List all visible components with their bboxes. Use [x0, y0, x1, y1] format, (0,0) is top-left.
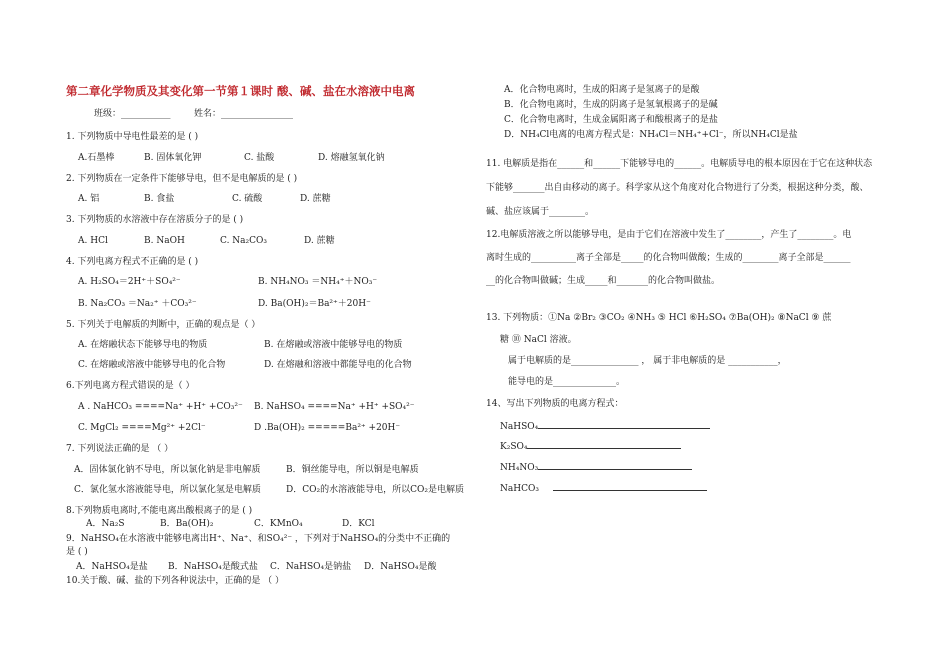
q9-option-a: A．NaHSO₄是盐 — [76, 562, 148, 572]
q8-option-d: D．KCl — [342, 519, 375, 529]
q7-option-d: D．CO₂的水溶液能导电，所以CO₂是电解质 — [286, 485, 464, 495]
formula-nahso4: NaHSO₄ — [500, 422, 539, 432]
q6-option-c: C. MgCl₂ ====Mg²⁺ +2Cl⁻ — [78, 423, 206, 433]
formula-nh4no3: NH₄NO₃ — [500, 463, 539, 473]
q5-option-a: A. 在熔融状态下能够导电的物质 — [78, 340, 208, 350]
equation-row-nahso4 — [500, 419, 710, 433]
page-title: 第二章化学物质及其变化第一节第１课时 酸、碱、盐在水溶液中电离 — [66, 84, 415, 98]
question-11-line-3: 碱、盐应该属于________。 — [486, 207, 595, 217]
question-13-line-4: 能导电的是______________。 — [508, 377, 626, 387]
question-13-line-3: 属于电解质的是_______________ ， 属于非电解质的是 ___________， — [508, 356, 787, 366]
answer-line-k2so4[interactable] — [527, 439, 681, 449]
question-2: 2. 下列物质在一定条件下能够导电，但不是电解质的是 ( ) — [66, 174, 298, 184]
q5-option-b: B. 在熔融或溶液中能够导电的物质 — [264, 340, 403, 350]
q7-option-c: C．氯化氢水溶液能导电，所以氯化氢是电解质 — [74, 485, 261, 495]
q10-option-a: A．化合物电离时，生成的阳离子是氢离子的是酸 — [504, 85, 700, 95]
formula-k2so4: K₂SO₄ — [500, 442, 528, 452]
question-9-line-1: 9．NaHSO₄在水溶液中能够电离出H⁺、Na⁺、和SO₄²⁻ ，下列对于NaHSO₄的分类中不正确的 — [66, 534, 451, 544]
question-12-line-1: 12.电解质溶液之所以能够导电，是由于它们在溶液中发生了________，产生了________。电 — [486, 230, 852, 240]
question-12-line-3: __的化合物叫做碱；生成_____和_______的化合物叫做盐。 — [486, 276, 721, 286]
answer-line-nahso4[interactable] — [538, 419, 710, 429]
question-4: 4. 下列电离方程式不正确的是 ( ) — [66, 257, 199, 267]
question-7: 7. 下列说法正确的是 （ ） — [66, 444, 174, 454]
q10-option-c: C．化合物电离时，生成金属阳离子和酸根离子的是盐 — [504, 115, 718, 125]
q2-option-c: C. 硫酸 — [232, 194, 263, 204]
q2-option-d: D. 蔗糖 — [300, 194, 331, 204]
q6-option-b: B. NaHSO₄ ====Na⁺ +H⁺ +SO₄²⁻ — [254, 402, 415, 412]
formula-nahco3: NaHCO₃ — [500, 484, 539, 494]
question-9-line-2: 是 ( ) — [66, 547, 88, 557]
question-6: 6.下列电离方程式错误的是（ ） — [66, 381, 195, 391]
q8-option-b: B．Ba(OH)₂ — [160, 519, 214, 529]
q9-option-b: B．NaHSO₄是酸式盐 — [168, 562, 258, 572]
q10-option-b: B．化合物电离时，生成的阴离子是氢氧根离子的是碱 — [504, 100, 718, 110]
question-13-line-2: 糖 ⑩ NaCl 溶液。 — [500, 335, 577, 345]
q3-option-d: D. 蔗糖 — [304, 236, 335, 246]
class-label: 班级：___________ — [94, 109, 171, 119]
q9-option-c: C．NaHSO₄是钠盐 — [270, 562, 352, 572]
q8-option-a: A．Na₂S — [86, 519, 125, 529]
q7-option-a: A．固体氯化钠不导电，所以氯化钠是非电解质 — [74, 465, 261, 475]
q8-option-c: C．KMnO₄ — [254, 519, 303, 529]
q1-option-b: B. 固体氧化钾 — [144, 153, 202, 163]
q6-option-d: D .Ba(OH)₂ =====Ba²⁺ +20H⁻ — [254, 423, 401, 433]
q3-option-c: C. Na₂CO₃ — [220, 236, 268, 246]
q2-option-a: A. 铝 — [78, 194, 100, 204]
question-11-line-1: 11. 电解质是指在______和______下能够导电的______。电解质导电的根本原因在于它在这种状态 — [486, 159, 873, 169]
equation-row-nh4no3 — [500, 460, 692, 474]
q1-option-c: C. 盐酸 — [244, 153, 275, 163]
q2-option-b: B. 食盐 — [144, 194, 175, 204]
question-5: 5. 下列关于电解质的判断中，正确的观点是（ ） — [66, 320, 261, 330]
name-label: 姓名：________________ — [194, 109, 294, 119]
q5-option-c: C. 在熔融或溶液中能够导电的化合物 — [78, 360, 226, 370]
equation-row-k2so4 — [500, 439, 681, 453]
q3-option-a: A. HCl — [78, 236, 108, 246]
question-10: 10.关于酸、碱、盐的下列各种说法中，正确的是 （ ） — [66, 576, 285, 586]
question-1: 1. 下列物质中导电性最差的是 ( ) — [66, 132, 199, 142]
q6-option-a: A . NaHCO₃ ====Na⁺ +H⁺ +CO₃²⁻ — [78, 402, 243, 412]
question-8: 8.下列物质电离时,不能电离出酸根离子的是 ( ) — [66, 506, 253, 516]
q5-option-d: D. 在熔融和溶液中都能导电的化合物 — [264, 360, 412, 370]
q10-option-d: D．NH₄Cl电离的电离方程式是：NH₄Cl＝NH₄⁺+Cl⁻，所以NH₄Cl是盐 — [504, 130, 798, 140]
q4-option-c: B. Na₂CO₃ ＝Na₂⁺ ＋CO₃²⁻ — [78, 299, 197, 309]
q4-option-d: D. Ba(OH)₂＝Ba²⁺＋20H⁻ — [258, 299, 371, 309]
question-11-line-2: 下能够_______出自由移动的离子。科学家从这个角度对化合物进行了分类，根据这种分类，酸、 — [486, 183, 869, 193]
q3-option-b: B. NaOH — [144, 236, 185, 246]
q4-option-b: B. NH₄NO₃ ＝NH₄⁺＋NO₃⁻ — [258, 277, 378, 287]
q4-option-a: A. H₂SO₄＝2H⁺＋SO₄²⁻ — [78, 277, 181, 287]
answer-line-nh4no3[interactable] — [538, 460, 692, 470]
question-13-line-1: 13. 下列物质：①Na ②Br₂ ③CO₂ ④NH₃ ⑤ HCl ⑥H₂SO₄ ⑦Ba(OH)₂ ⑧NaCl ⑨ 蔗 — [486, 313, 832, 323]
question-14: 14、写出下列物质的电离方程式： — [486, 399, 624, 409]
q1-option-d: D. 熔融氢氧化钠 — [318, 153, 385, 163]
answer-line-nahco3[interactable] — [553, 481, 707, 491]
q7-option-b: B．铜丝能导电，所以铜是电解质 — [286, 465, 419, 475]
question-12-line-2: 离时生成的__________离子全部是_____的化合物叫做酸；生成的________离子全部是______ — [486, 253, 851, 263]
q1-option-a: A.石墨棒 — [78, 153, 115, 163]
question-3: 3. 下列物质的水溶液中存在溶质分子的是 ( ) — [66, 215, 244, 225]
q9-option-d: D．NaHSO₄是酸 — [364, 562, 437, 572]
equation-row-nahco3 — [500, 481, 707, 495]
